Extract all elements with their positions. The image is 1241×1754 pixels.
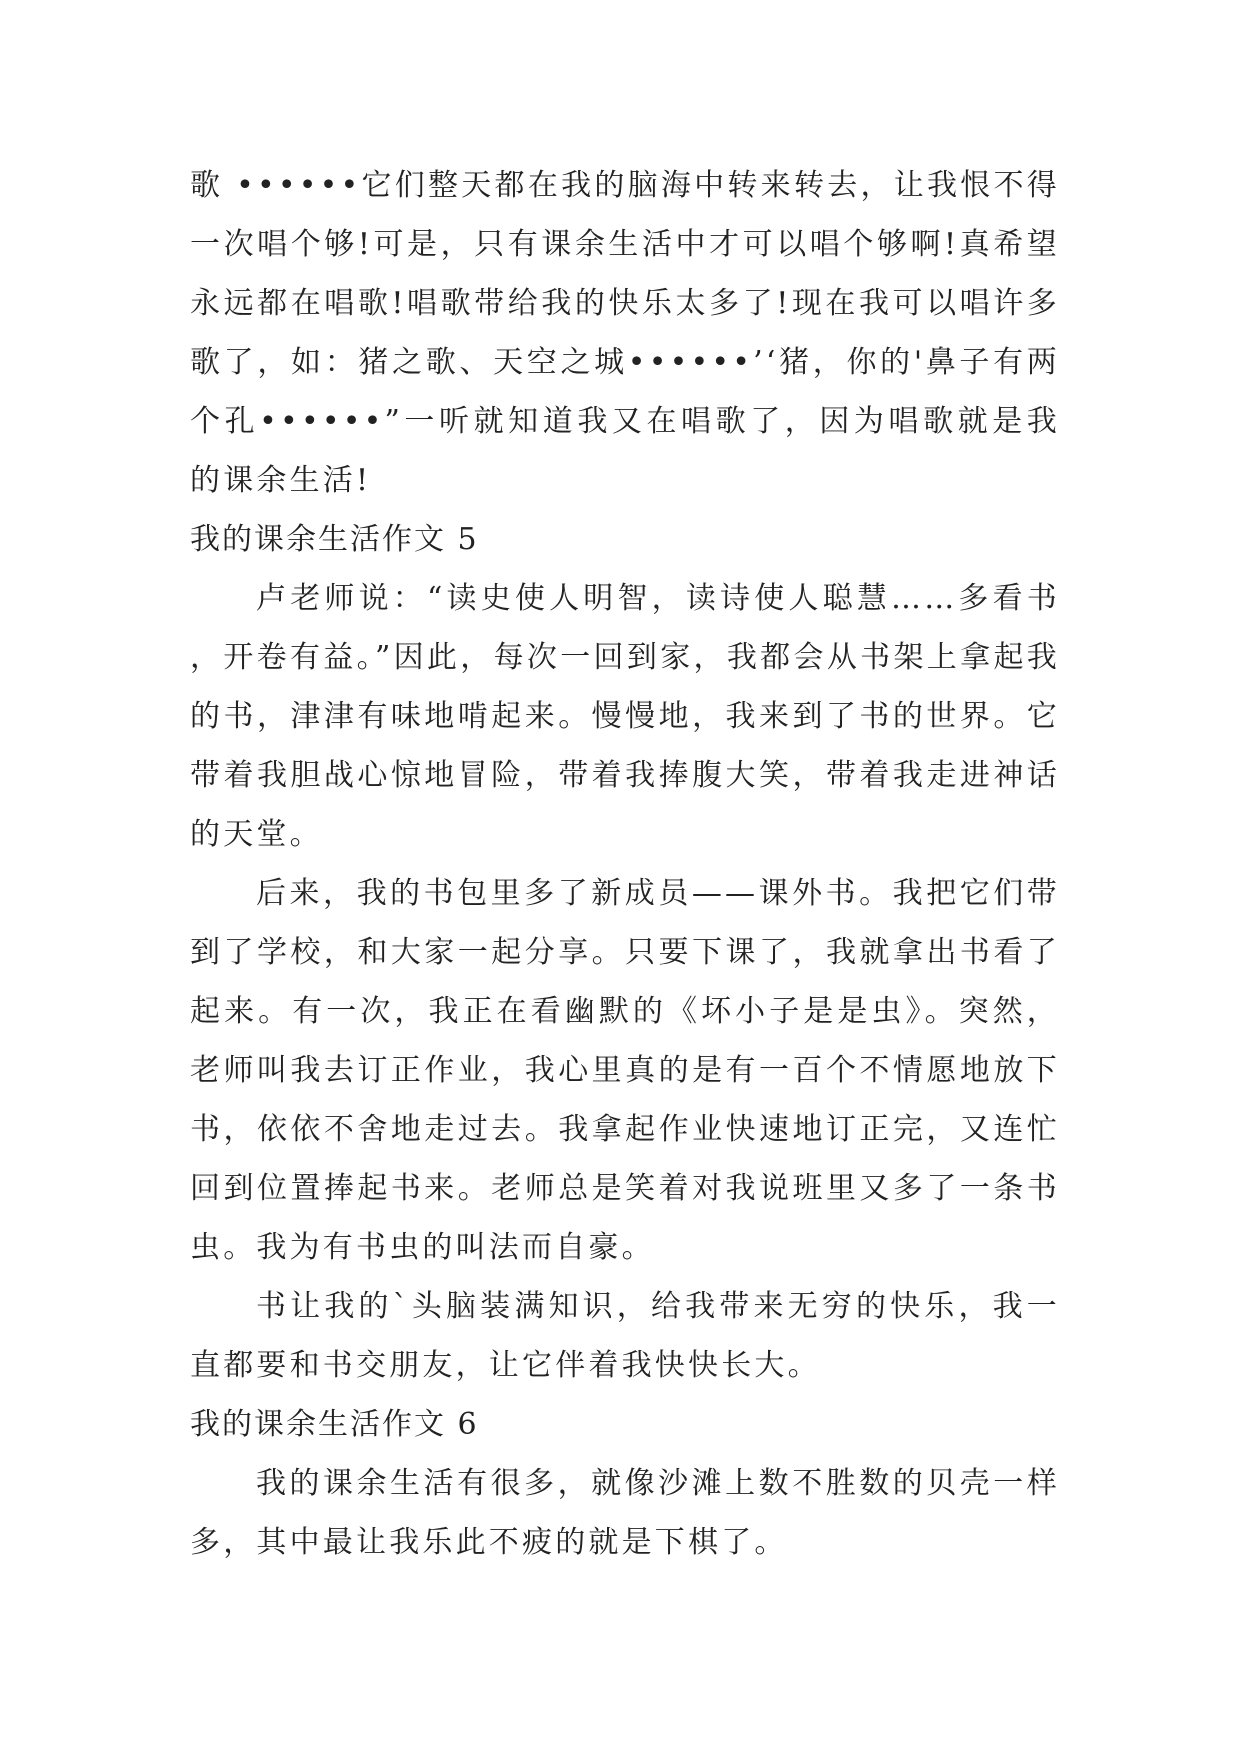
section-paragraph: 后来，我的书包里多了新成员——课外书。我把它们带到了学校，和大家一起分享。只要下课了，我就拿出书看了起来。有一次，我正在看幽默的《坏小子是是虫》。突然，老师叫我去订正作业，我心里真的是有一百个不情愿地放下书，依依不舍地走过去。我拿起作业快速地订正完，又连忙回到位置捧起书来。老师总是笑着对我说班里又多了一条书虫。我为有书虫的叫法而自豪。 <box>190 876 1060 1265</box>
section-paragraph: 书让我的`头脑装满知识，给我带来无穷的快乐，我一直都要和书交朋友，让它伴着我快快长大。 <box>190 1289 1060 1383</box>
section-paragraph: 卢老师说：“读史使人明智，读诗使人聪慧……多看书，开卷有益。”因此，每次一回到家，我都会从书架上拿起我的书，津津有味地啃起来。慢慢地，我来到了书的世界。它带着我胆战心惊地冒险，带着我捧腹大笑，带着我走进神话的天堂。 <box>190 581 1060 852</box>
section-heading: 我的课余生活作文 5 <box>190 522 479 557</box>
intro-paragraph: 歌 ••••••它们整天都在我的脑海中转来转去，让我恨不得一次唱个够!可是，只有课余生活中才可以唱个够啊!真希望永远都在唱歌!唱歌带给我的快乐太多了!现在我可以唱许多歌了，如：猪之歌、天空之城••••••’‘猪，你的'鼻子有两个孔••••••”一听就知道我又在唱歌了，因为唱歌就是我的课余生活! <box>190 168 1060 498</box>
section-heading: 我的课余生活作文 6 <box>190 1407 479 1442</box>
section-paragraph: 我的课余生活有很多，就像沙滩上数不胜数的贝壳一样多，其中最让我乐此不疲的就是下棋了。 <box>190 1466 1060 1560</box>
document-body <box>190 156 1060 1572</box>
